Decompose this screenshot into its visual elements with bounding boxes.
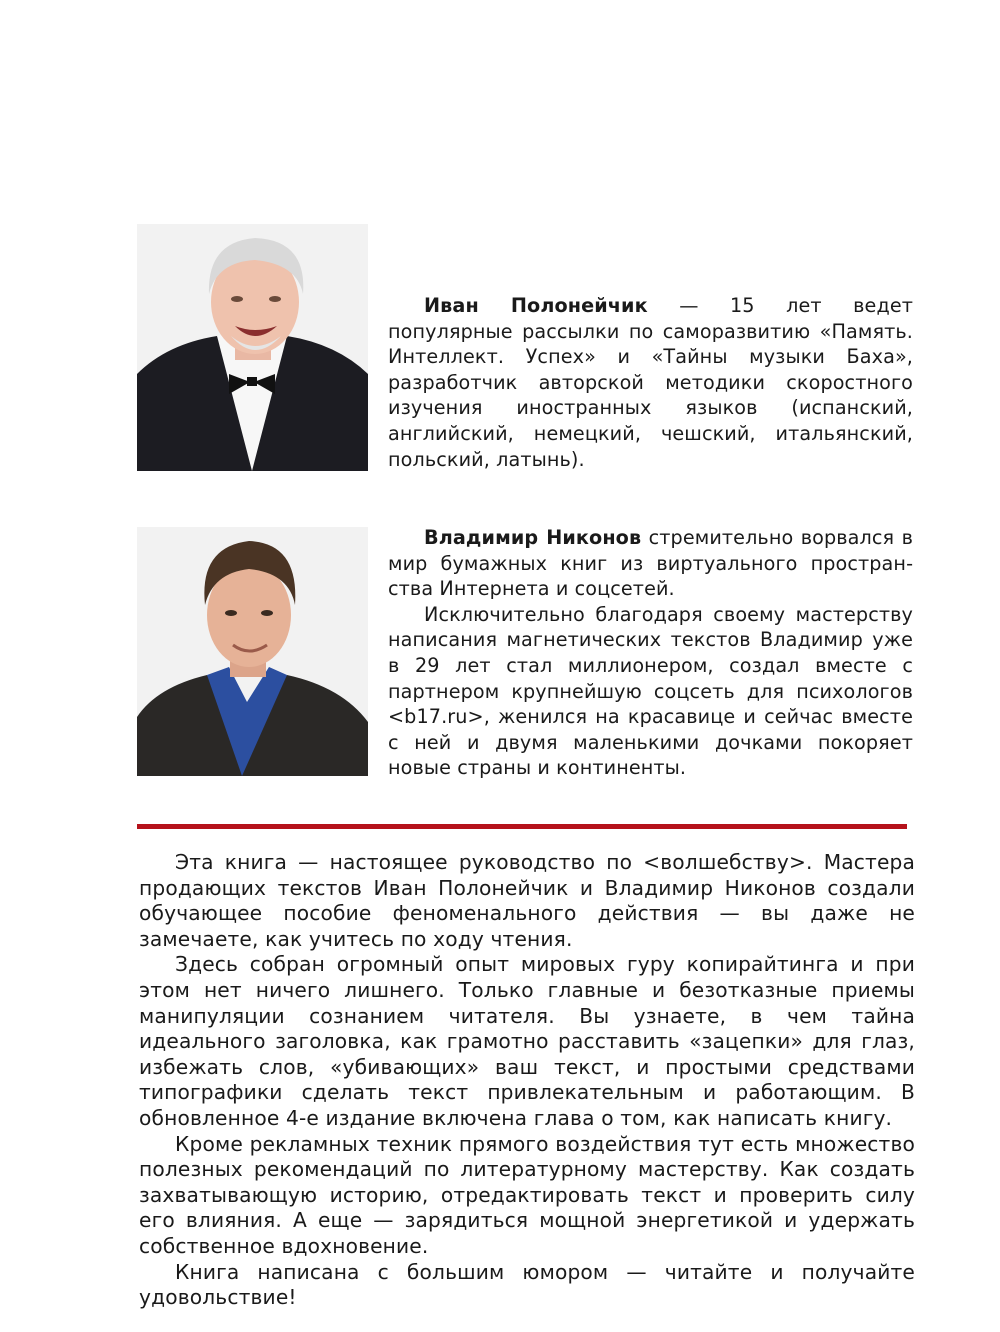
author-name: Владимир Никонов <box>424 526 642 549</box>
author-photo-nikonov <box>137 527 368 776</box>
bio-paragraph: Исключительно благодаря своему мастерству написания магнетических текстов Владимир уже в 29 лет стал миллионером, создал вместе с партнером крупнейшую соцсеть для психологов <b17.ru>, женился на красавице и сейчас вместе с ней и двумя маленькими дочками покоряет новые страны и континенты. <box>388 602 913 780</box>
author-photo-polonejchik <box>137 224 368 471</box>
bio-text: — 15 лет ведет популярные рассылки по саморазвитию «Память. Интеллект. Успех» и «Тайны музыки Баха», разработчик авторской методики скоростного изучения иностранных языков (испанский, английский, немецкий, чешский, итальянский, польский, латынь). <box>388 294 914 471</box>
section-divider <box>137 824 907 829</box>
description-paragraph: Кроме рекламных техник прямого воздействия тут есть множество полезных рекомендаций по литературному мастерству. Как создать захватывающую историю, отредактировать текст и проверить силу его влияния. А еще — зарядиться мощной энергетикой и удержать собственное вдохновение. <box>139 1131 915 1258</box>
bio-paragraph <box>388 293 913 472</box>
bio-paragraph <box>388 525 913 602</box>
author-bio-polonejchik <box>388 293 913 472</box>
book-description <box>139 850 915 1311</box>
description-paragraph: Здесь собран огромный опыт мировых гуру копирайтинга и при этом нет ничего лишнего. Только главные и безотказные приемы манипуляции сознанием читателя. Вы узнаете, в чем тайна идеального заголовка, как грамотно расставить «зацепки» для глаз, избежать слов, «убивающих» ваш текст, и простыми средствами типографики сделать текст привлекательным и работающим. В обновленное 4-е издание включена глава о том, как написать книгу. <box>139 952 915 1130</box>
author-name: Иван Полонейчик <box>424 294 648 317</box>
author-bio-nikonov <box>388 525 913 781</box>
bio-text: стремительно ворвался в мир бумажных книг из виртуального пространства Интернета и соцсетей. <box>388 526 914 601</box>
description-paragraph: Книга написана с большим юмором — читайте и получайте удовольствие! <box>139 1259 915 1310</box>
description-paragraph: Эта книга — настоящее руководство по <волшебству>. Мастера продающих текстов Иван Полонейчик и Владимир Никонов создали обучающее пособие феноменального действия — вы даже не замечаете, как учитесь по ходу чтения. <box>139 850 915 951</box>
